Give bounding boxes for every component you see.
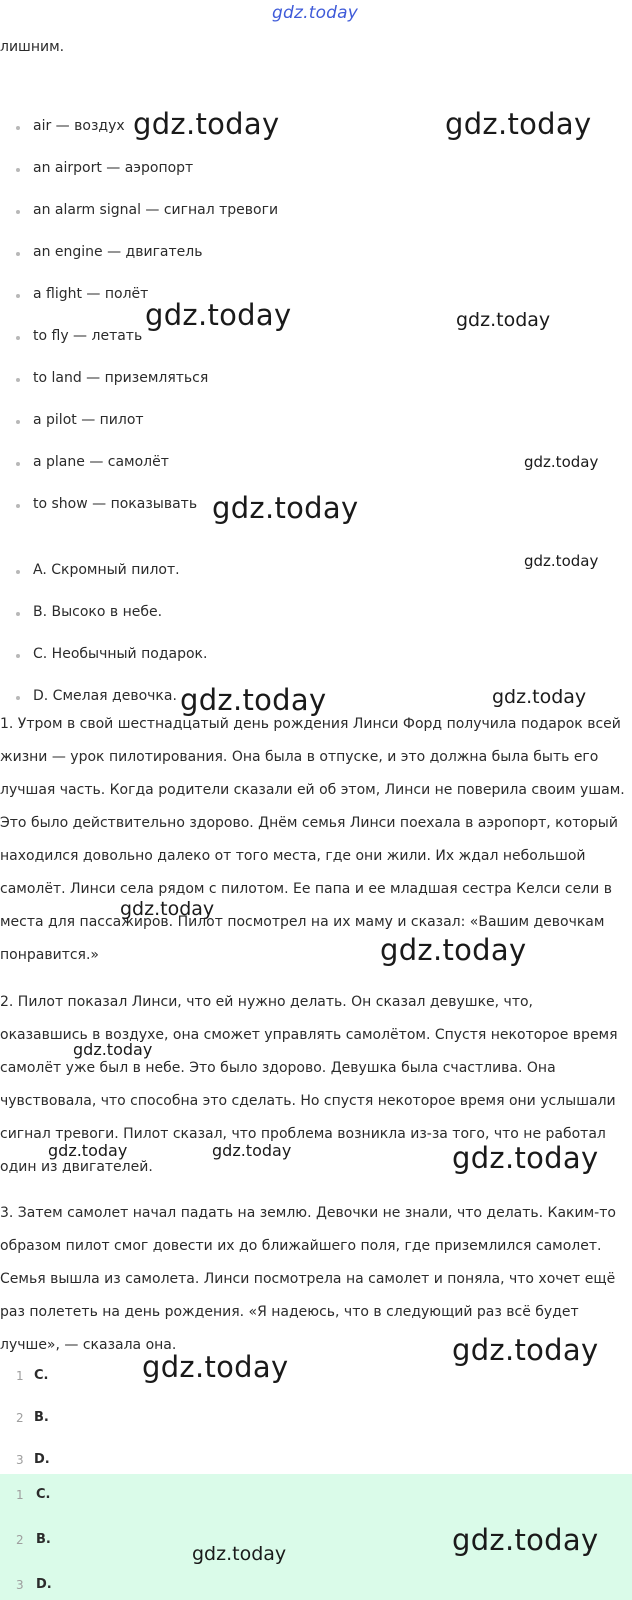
paragraph-1: 1. Утром в свой шестнадцатый день рождения Линси Форд получила подарок всей жизни — урок пилотирования. Она была в отпуске, и это должна была быть его лучшая часть. Когда родители сказали ей об этом, Линси не поверила своим ушам. Это было действительно здорово. Днём семья Линси поехала в аэропорт, который находился довольно далеко от того места, где они жили. Их ждал небольшой самолёт. Линси села рядом с пилотом. Ее папа и ее младшая сестра Келси сели в места для пассажиров. Пилот посмотрел на их маму и сказал: «Вашим девочкам понравится.» xyxy=(0,716,625,963)
site-logo[interactable]: gdz.today xyxy=(272,3,359,23)
vocab-item: a plane — самолёт xyxy=(33,454,169,470)
intro-text: лишним. xyxy=(0,39,65,55)
answer-number: 2 xyxy=(16,1533,24,1547)
vocab-item: a flight — полёт xyxy=(33,286,149,302)
title-option: C. Необычный подарок. xyxy=(33,646,208,662)
vocab-item: a pilot — пилот xyxy=(33,412,144,428)
title-option: A. Скромный пилот. xyxy=(33,562,180,578)
answer-number: 2 xyxy=(16,1411,24,1425)
watermark: gdz.today xyxy=(133,107,280,141)
watermark: gdz.today xyxy=(452,1141,599,1175)
bullet-icon xyxy=(16,612,20,616)
answer-value: B. xyxy=(34,1410,49,1425)
answer-value: D. xyxy=(34,1452,50,1467)
watermark: gdz.today xyxy=(452,1523,599,1557)
watermark: gdz.today xyxy=(192,1543,287,1565)
bullet-icon xyxy=(16,168,20,172)
watermark: gdz.today xyxy=(48,1141,128,1160)
watermark: gdz.today xyxy=(524,552,599,570)
watermark: gdz.today xyxy=(524,453,599,471)
bullet-icon xyxy=(16,294,20,298)
paragraph-3: 3. Затем самолет начал падать на землю. Девочки не знали, что делать. Каким-то образом пилот смог довести их до ближайшего поля, где приземлился самолет. Семья вышла из самолета. Линси посмотрела на самолет и поняла, что хочет ещё раз полететь на день рождения. «Я надеюсь, что в следующий раз всё будет лучше», — сказала она. xyxy=(0,1205,616,1353)
answer-value: C. xyxy=(36,1487,51,1502)
bullet-icon xyxy=(16,252,20,256)
paragraph-2: 2. Пилот показал Линси, что ей нужно делать. Он сказал девушке, что, оказавшись в воздухе, она сможет управлять самолётом. Спустя некоторое время самолёт уже был в небе. Это было здорово. Девушка была счастлива. Она чувствовала, что способна это сделать. Но спустя некоторое время они услышали сигнал тревоги. Пилот сказал, что проблема возникла из-за того, что не работал один из двигателей. xyxy=(0,994,618,1175)
watermark: gdz.today xyxy=(212,1141,292,1160)
answer-number: 1 xyxy=(16,1488,24,1502)
watermark: gdz.today xyxy=(180,683,327,717)
vocab-item: to show — показывать xyxy=(33,496,198,512)
watermark: gdz.today xyxy=(452,1333,599,1367)
title-option: B. Высоко в небе. xyxy=(33,604,163,620)
vocab-item: an alarm signal — сигнал тревоги xyxy=(33,202,279,218)
vocab-item: to fly — летать xyxy=(33,328,143,344)
watermark: gdz.today xyxy=(120,898,215,920)
watermark: gdz.today xyxy=(212,491,359,525)
answer-value: C. xyxy=(34,1368,49,1383)
watermark: gdz.today xyxy=(142,1350,289,1384)
bullet-icon xyxy=(16,336,20,340)
vocab-item: air — воздух xyxy=(33,118,125,134)
bullet-icon xyxy=(16,462,20,466)
vocab-item: an airport — аэропорт xyxy=(33,160,194,176)
watermark: gdz.today xyxy=(145,298,292,332)
bullet-icon xyxy=(16,420,20,424)
watermark: gdz.today xyxy=(445,107,592,141)
answer-number: 1 xyxy=(16,1369,24,1383)
bullet-icon xyxy=(16,504,20,508)
answer-number: 3 xyxy=(16,1453,24,1467)
bullet-icon xyxy=(16,378,20,382)
vocab-item: to land — приземляться xyxy=(33,370,209,386)
bullet-icon xyxy=(16,696,20,700)
watermark: gdz.today xyxy=(380,933,527,967)
watermark: gdz.today xyxy=(492,686,587,708)
watermark: gdz.today xyxy=(456,309,551,331)
title-option: D. Смелая девочка. xyxy=(33,688,177,704)
watermark: gdz.today xyxy=(73,1040,153,1059)
bullet-icon xyxy=(16,570,20,574)
bullet-icon xyxy=(16,126,20,130)
answer-number: 3 xyxy=(16,1578,24,1592)
answer-value: D. xyxy=(36,1577,52,1592)
vocab-item: an engine — двигатель xyxy=(33,244,203,260)
answer-value: B. xyxy=(36,1532,51,1547)
bullet-icon xyxy=(16,654,20,658)
bullet-icon xyxy=(16,210,20,214)
